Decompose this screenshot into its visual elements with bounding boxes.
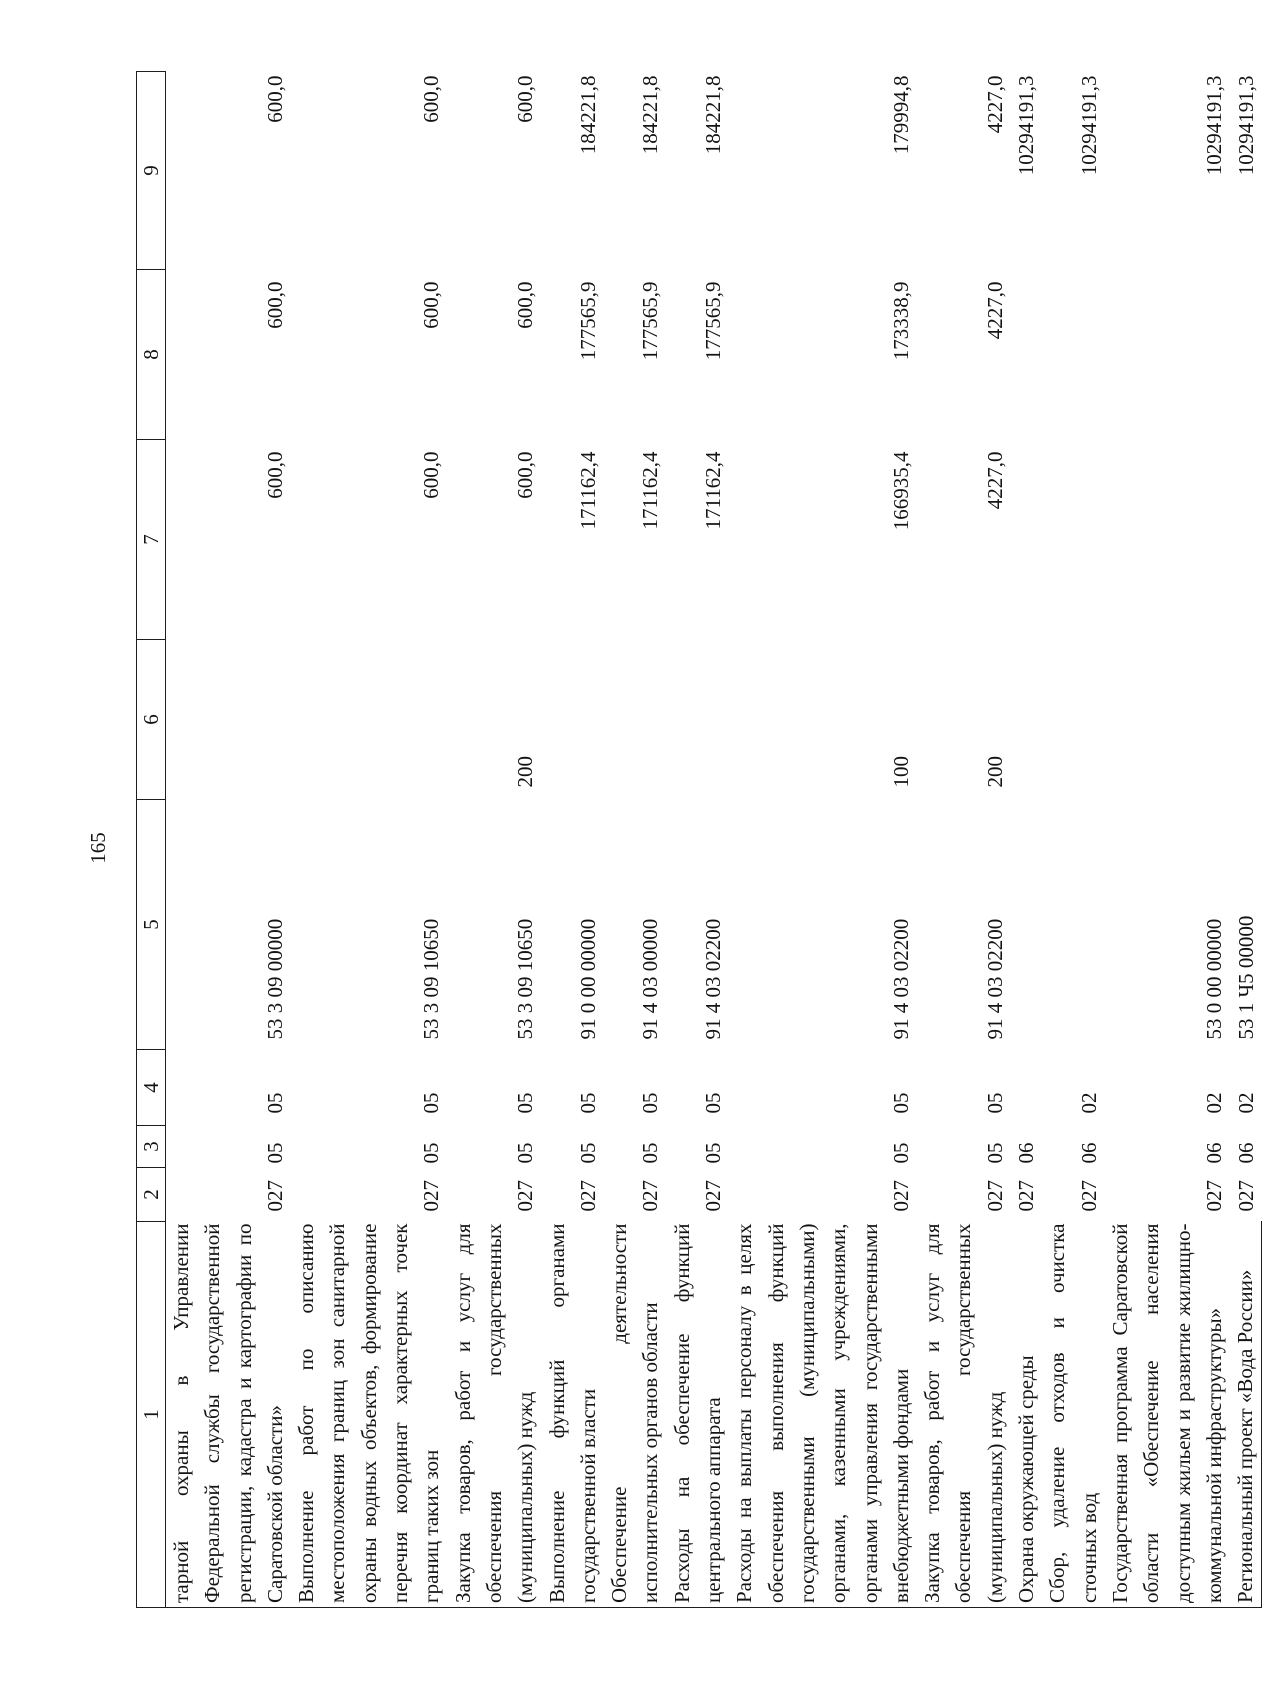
expense-type-code [1011, 640, 1042, 800]
column-header-8: 8 [137, 270, 166, 440]
subsection-code: 05 [575, 1092, 600, 1114]
expense-name: Закупка товаров, работ и услуг для обеспечения государственных (муниципальных) нужд [448, 1222, 542, 1608]
expense-type-code [1230, 640, 1262, 800]
amount-col-7: 171162,4 [638, 451, 663, 530]
amount-col-9: 600,0 [262, 75, 287, 123]
subsection-code: 02 [1201, 1092, 1226, 1114]
expense-type-code [667, 640, 730, 800]
ministry-code: 027 [419, 1180, 444, 1212]
section-code: 05 [575, 1142, 600, 1164]
ministry-code: 027 [982, 1180, 1007, 1212]
column-header-7: 7 [137, 440, 166, 640]
ministry-code: 027 [1201, 1180, 1226, 1212]
ministry-code: 027 [1233, 1180, 1258, 1212]
amount-col-7: 4227,0 [982, 451, 1007, 510]
table-row [291, 72, 447, 1608]
expense-name: Региональный проект «Вода России» [1230, 1222, 1262, 1608]
ministry-code: 027 [701, 1180, 726, 1212]
amount-col-9: 10294191,3 [1201, 75, 1226, 176]
amount-col-9: 184221,8 [638, 75, 663, 155]
target-item-code [1042, 800, 1105, 1050]
target-item-code: 91 4 03 00000 [638, 918, 663, 1040]
ministry-code: 027 [1014, 1180, 1039, 1212]
amount-col-9: 179994,8 [888, 75, 913, 155]
amount-col-7: 171162,4 [701, 451, 726, 530]
expense-type-code: 200 [982, 756, 1007, 788]
amount-col-8 [1230, 270, 1262, 440]
section-code: 05 [638, 1142, 663, 1164]
target-item-code: 91 0 00 00000 [575, 918, 600, 1040]
expense-type-code: 100 [888, 756, 913, 788]
amount-col-8 [1042, 270, 1105, 440]
section-code: 05 [513, 1142, 538, 1164]
amount-col-7 [1011, 440, 1042, 640]
target-item-code: 53 0 00 00000 [1201, 918, 1226, 1040]
subsection-code: 05 [982, 1092, 1007, 1114]
amount-col-8: 600,0 [262, 281, 287, 329]
table-row [1230, 72, 1262, 1608]
amount-col-8: 177565,9 [638, 281, 663, 361]
target-item-code: 53 3 09 10650 [419, 918, 444, 1040]
subsection-code: 02 [1076, 1092, 1101, 1114]
amount-col-9: 184221,8 [701, 75, 726, 155]
amount-col-9: 10294191,3 [1076, 75, 1101, 176]
amount-col-8 [1105, 270, 1230, 440]
table-row [667, 72, 730, 1608]
subsection-code: 02 [1233, 1092, 1258, 1114]
subsection-code: 05 [262, 1092, 287, 1114]
expense-type-code [291, 640, 447, 800]
section-code: 06 [1014, 1142, 1039, 1164]
table-row [448, 72, 542, 1608]
table-row [1042, 72, 1105, 1608]
table-row [166, 72, 292, 1608]
expense-name: тарной охраны в Управлении Федеральной службы государственной регистрации, кадастра и картографии по Саратовской области» [166, 1222, 292, 1608]
section-code: 06 [1201, 1142, 1226, 1164]
table-row [729, 72, 917, 1608]
amount-col-8: 600,0 [513, 281, 538, 329]
budget-table [136, 71, 1262, 1608]
expense-type-code [166, 640, 292, 800]
subsection-code: 05 [701, 1092, 726, 1114]
amount-col-7 [1042, 440, 1105, 640]
expense-type-code: 200 [513, 756, 538, 788]
ministry-code: 027 [575, 1180, 600, 1212]
expense-type-code [542, 640, 605, 800]
section-code: 05 [701, 1142, 726, 1164]
expense-name: Государственная программа Саратовской области «Обеспечение населения доступным жильем и развитие жилищно-коммунальной инфраструктуры» [1105, 1222, 1230, 1608]
target-item-code [1011, 800, 1042, 1050]
section-code: 06 [1076, 1142, 1101, 1164]
expense-name: Расходы на обеспечение функций центрального аппарата [667, 1222, 730, 1608]
column-header-5: 5 [137, 800, 166, 1050]
target-item-code: 91 4 03 02200 [982, 918, 1007, 1040]
amount-col-7 [1230, 440, 1262, 640]
expense-type-code [1105, 640, 1230, 800]
ministry-code: 027 [1076, 1180, 1101, 1212]
table-row [542, 72, 605, 1608]
amount-col-7: 600,0 [262, 451, 287, 499]
subsection-code: 05 [419, 1092, 444, 1114]
target-item-code: 91 4 03 02200 [701, 918, 726, 1040]
column-header-4: 4 [137, 1050, 166, 1126]
column-header-9: 9 [137, 72, 166, 270]
expense-name: Закупка товаров, работ и услуг для обеспечения государственных (муниципальных) нужд [917, 1222, 1011, 1608]
amount-col-7 [1105, 440, 1230, 640]
amount-col-9: 10294191,3 [1233, 75, 1258, 176]
subsection-code: 05 [513, 1092, 538, 1114]
amount-col-9: 600,0 [513, 75, 538, 123]
expense-name: Выполнение работ по описанию местоположения границ зон санитарной охраны водных объектов, формирование перечня координат характерных точек границ таких зон [291, 1222, 447, 1608]
amount-col-9: 4227,0 [982, 75, 1007, 134]
amount-col-8: 177565,9 [575, 281, 600, 361]
table-row [604, 72, 667, 1608]
target-item-code: 53 3 09 10650 [513, 918, 538, 1040]
table-row [1011, 72, 1042, 1608]
amount-col-9: 184221,8 [575, 75, 600, 155]
expense-name: Выполнение функций органами государственной власти [542, 1222, 605, 1608]
amount-col-8: 177565,9 [701, 281, 726, 361]
amount-col-7: 171162,4 [575, 451, 600, 530]
section-code: 05 [262, 1142, 287, 1164]
amount-col-8: 600,0 [419, 281, 444, 329]
column-header-1: 1 [137, 1222, 166, 1608]
subsection-code: 05 [888, 1092, 913, 1114]
expense-name: Расходы на выплаты персоналу в целях обеспечения выполнения функций государственными (муниципальными) органами, казенными учреждениями, органами управления государственными внебюджетными фондами [729, 1222, 917, 1608]
column-header-2: 2 [137, 1168, 166, 1222]
amount-col-9: 600,0 [419, 75, 444, 123]
amount-col-7: 600,0 [513, 451, 538, 499]
section-code: 06 [1233, 1142, 1258, 1164]
amount-col-7: 600,0 [419, 451, 444, 499]
subsection-code [1011, 1050, 1042, 1126]
section-code: 05 [982, 1142, 1007, 1164]
table-row [917, 72, 1011, 1608]
page-number: 165 [86, 832, 110, 864]
amount-col-7: 166935,4 [888, 451, 913, 531]
section-code: 05 [419, 1142, 444, 1164]
amount-col-8: 173338,9 [888, 281, 913, 361]
expense-name: Охрана окружающей среды [1011, 1222, 1042, 1608]
ministry-code: 027 [888, 1180, 913, 1212]
amount-col-9: 10294191,3 [1014, 75, 1039, 176]
amount-col-8 [1011, 270, 1042, 440]
ministry-code: 027 [638, 1180, 663, 1212]
expense-type-code [1042, 640, 1105, 800]
ministry-code: 027 [262, 1180, 287, 1212]
expense-name: Сбор, удаление отходов и очистка сточных вод [1042, 1222, 1105, 1608]
table-row [1105, 72, 1230, 1608]
section-code: 05 [888, 1142, 913, 1164]
expense-name: Обеспечение деятельности исполнительных органов области [604, 1222, 667, 1608]
column-header-3: 3 [137, 1126, 166, 1168]
expense-type-code [604, 640, 667, 800]
amount-col-8: 4227,0 [982, 281, 1007, 340]
subsection-code: 05 [638, 1092, 663, 1114]
target-item-code: 53 3 09 00000 [262, 918, 287, 1040]
rotated-budget-sheet [136, 72, 1258, 1608]
target-item-code: 91 4 03 02200 [888, 918, 913, 1040]
header-row [137, 72, 166, 1608]
column-header-6: 6 [137, 640, 166, 800]
ministry-code: 027 [513, 1180, 538, 1212]
target-item-code: 53 1 Ч5 00000 [1233, 915, 1258, 1040]
